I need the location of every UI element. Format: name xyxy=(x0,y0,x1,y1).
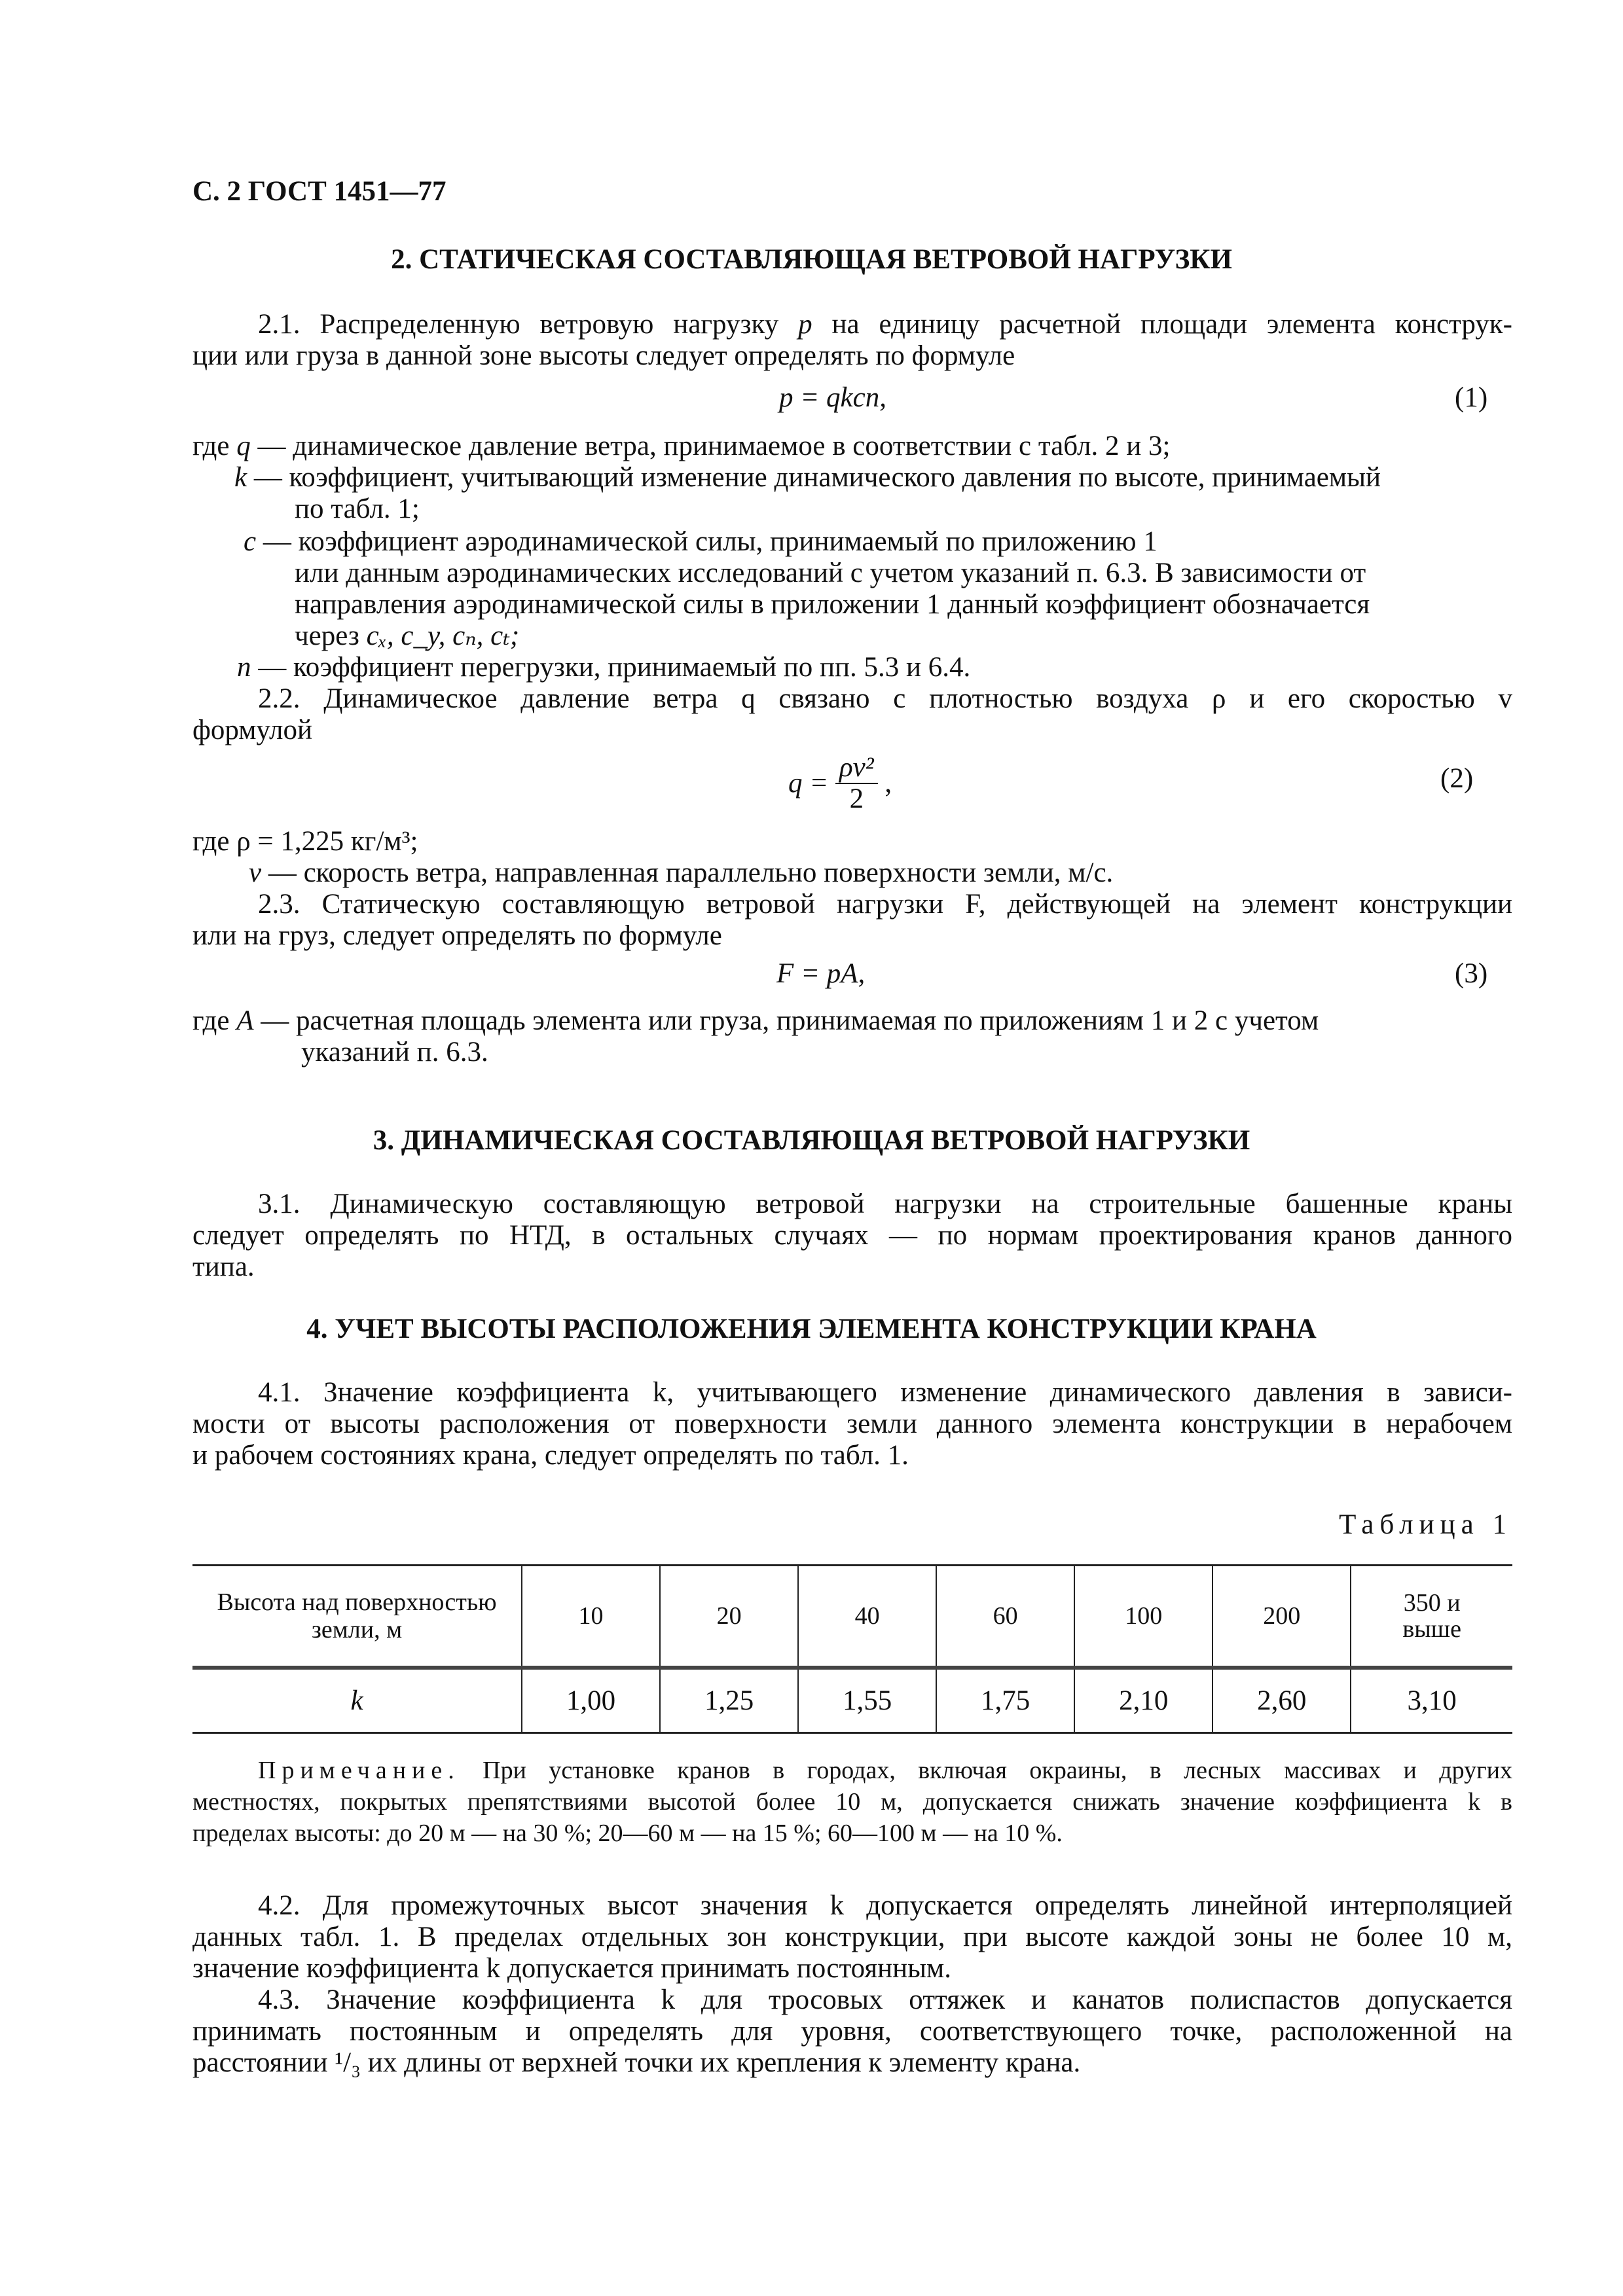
table-cell: 2,10 xyxy=(1074,1668,1213,1733)
section-2-title: 2. СТАТИЧЕСКАЯ СОСТАВЛЯЮЩАЯ ВЕТРОВОЙ НАГРУЗКИ xyxy=(391,244,1232,275)
paragraph-3-1-line-1: 3.1. Динамическую составляющую ветровой нагрузки на строительные башенные краны xyxy=(258,1189,1512,1219)
table-caption: Таблица 1 xyxy=(1339,1509,1512,1540)
table-cell: 1,25 xyxy=(660,1668,798,1733)
where-c-cont-3: через cₓ, c_y, cₙ, cₜ; xyxy=(295,620,520,651)
section-4-title: 4. УЧЕТ ВЫСОТЫ РАСПОЛОЖЕНИЯ ЭЛЕМЕНТА КОНСТРУКЦИИ КРАНА xyxy=(306,1314,1317,1344)
paragraph-4-1-line-1: 4.1. Значение коэффициента k, учитывающего изменение динамического давления в зависи- xyxy=(258,1377,1512,1408)
where-c-cont-2: направления аэродинамической силы в приложении 1 данный коэффициент обозначается xyxy=(295,589,1370,620)
table-header-cell: 100 xyxy=(1074,1566,1213,1668)
running-title: С. 2 ГОСТ 1451—77 xyxy=(192,176,447,207)
formula-1-number: (1) xyxy=(1455,382,1488,413)
formula-2-numerator: ρv² xyxy=(835,753,878,784)
table-cell: 3,10 xyxy=(1351,1668,1512,1733)
where-c-cont-1: или данным аэродинамических исследований с учетом указаний п. 6.3. В зависимости от xyxy=(295,558,1366,588)
table-header-cell: 20 xyxy=(660,1566,798,1668)
table-row xyxy=(192,1668,1512,1733)
formula-3-number: (3) xyxy=(1455,958,1488,989)
paragraph-2-2-line-2: формулой xyxy=(192,715,313,745)
paragraph-2-2-line-1: 2.2. Динамическое давление ветра q связано с плотностью воздуха ρ и его скоростью v xyxy=(258,683,1512,714)
formula-1: p = qkcn, xyxy=(779,382,886,413)
paragraph-4-3-line-2: принимать постоянным и определять для уровня, соответствующего точке, расположенной на xyxy=(192,2016,1512,2047)
paragraph-2-1-line-1: 2.1. Распределенную ветровую нагрузку p на единицу расчетной площади элемента конструк- xyxy=(258,309,1512,340)
table-note-line-2: местностях, покрытых препятствиями высотой более 10 м, допускается снижать значение коэффициента k в xyxy=(192,1788,1512,1816)
table-cell: 2,60 xyxy=(1213,1668,1351,1733)
where-c: c — коэффициент аэродинамической силы, принимаемый по приложению 1 xyxy=(244,526,1158,557)
paragraph-4-1-line-3: и рабочем состояниях крана, следует определять по табл. 1. xyxy=(192,1440,909,1471)
table-1 xyxy=(192,1564,1512,1734)
table-header-cell: 200 xyxy=(1213,1566,1351,1668)
where-rho: где ρ = 1,225 кг/м³; xyxy=(192,826,418,857)
formula-2-number: (2) xyxy=(1440,763,1474,794)
table-cell: 1,00 xyxy=(522,1668,660,1733)
paragraph-4-2-line-3: значение коэффициента k допускается принимать постоянным. xyxy=(192,1953,952,1984)
table-row-label: k xyxy=(192,1668,522,1733)
where-k: k — коэффициент, учитывающий изменение динамического давления по высоте, принимаемый xyxy=(234,462,1381,493)
table-header-cell: 40 xyxy=(798,1566,936,1668)
table-note-line-3: пределах высоты: до 20 м — на 30 %; 20—60 м — на 15 %; 60—100 м — на 10 %. xyxy=(192,1820,1063,1847)
table-cell: 1,55 xyxy=(798,1668,936,1733)
table-header-cell: 350 и выше xyxy=(1351,1566,1512,1668)
paragraph-4-2-line-1: 4.2. Для промежуточных высот значения k допускается определять линейной интерполяцией xyxy=(258,1890,1512,1921)
table-cell: 1,75 xyxy=(936,1668,1074,1733)
where-q: где q — динамическое давление ветра, принимаемое в соответствии с табл. 2 и 3; xyxy=(192,431,1171,461)
paragraph-4-2-line-2: данных табл. 1. В пределах отдельных зон конструкции, при высоте каждой зоны не более 10 м, xyxy=(192,1922,1512,1952)
formula-2: q = $\frac{\text{ρv²}}{2}$ , xyxy=(788,752,892,814)
paragraph-3-1-line-3: типа. xyxy=(192,1251,255,1282)
paragraph-2-3-line-2: или на груз, следует определять по формуле xyxy=(192,920,722,951)
where-A-cont: указаний п. 6.3. xyxy=(301,1037,488,1067)
where-n: n — коэффициент перегрузки, принимаемый по пп. 5.3 и 6.4. xyxy=(237,652,971,683)
paragraph-2-3-line-1: 2.3. Статическую составляющую ветровой нагрузки F, действующей на элемент конструкции xyxy=(258,889,1512,920)
table-note-line-1: Примечание. При установке кранов в городах, включая окраины, в лесных массивах и других xyxy=(258,1757,1512,1784)
where-A: где A — расчетная площадь элемента или груза, принимаемая по приложениям 1 и 2 с учетом xyxy=(192,1005,1319,1036)
paragraph-4-3-line-3: расстоянии ¹/₃ их длины от верхней точки их крепления к элементу крана. xyxy=(192,2047,1081,2078)
table-header-height: Высота над поверхностью земли, м xyxy=(192,1566,522,1668)
where-v: v — скорость ветра, направленная параллельно поверхности земли, м/с. xyxy=(249,857,1114,888)
section-3-title: 3. ДИНАМИЧЕСКАЯ СОСТАВЛЯЮЩАЯ ВЕТРОВОЙ НАГРУЗКИ xyxy=(373,1125,1250,1156)
paragraph-3-1-line-2: следует определять по НТД, в остальных случаях — по нормам проектирования кранов данного xyxy=(192,1220,1512,1251)
formula-3: F = pA, xyxy=(776,958,866,989)
table-header-cell: 10 xyxy=(522,1566,660,1668)
paragraph-4-1-line-2: мости от высоты расположения от поверхности земли данного элемента конструкции в нерабочем xyxy=(192,1408,1512,1439)
table-header-row xyxy=(192,1566,1512,1668)
where-k-cont: по табл. 1; xyxy=(295,493,420,524)
paragraph-4-3-line-1: 4.3. Значение коэффициента k для тросовых оттяжек и канатов полиспастов допускается xyxy=(258,1984,1512,2015)
paragraph-2-1-line-2: ции или груза в данной зоне высоты следует определять по формуле xyxy=(192,340,1015,371)
table-header-cell: 60 xyxy=(936,1566,1074,1668)
formula-2-denominator: 2 xyxy=(849,783,864,814)
